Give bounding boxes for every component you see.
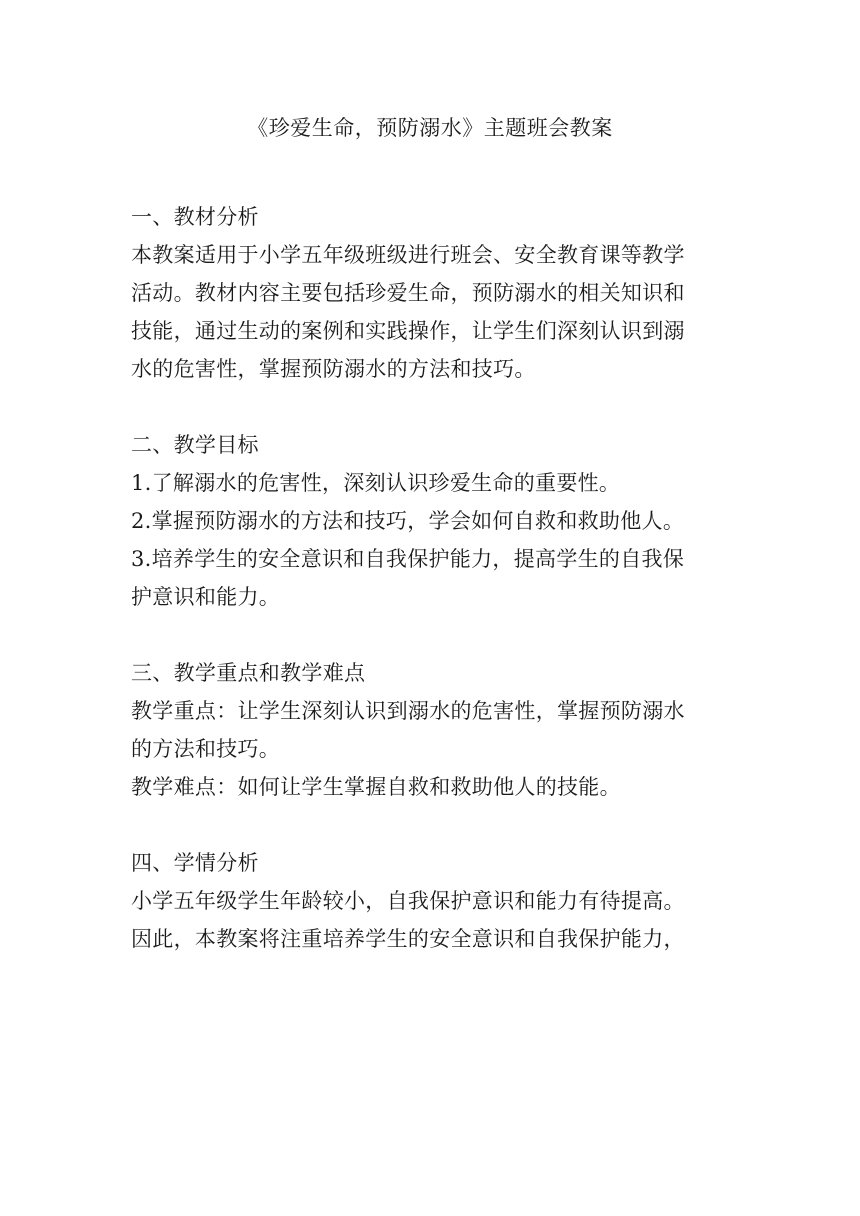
section-heading: 四、学情分析 bbox=[131, 851, 259, 875]
paragraph-line: 本教案适用于小学五年级班级进行班会、安全教育课等教学 bbox=[131, 243, 685, 267]
section-spacer bbox=[131, 388, 733, 426]
section-spacer bbox=[131, 806, 733, 844]
paragraph-line: 小学五年级学生年龄较小，自我保护意识和能力有待提高。 bbox=[131, 889, 685, 913]
list-item: 3.培养学生的安全意识和自我保护能力，提高学生的自我保 bbox=[131, 547, 685, 571]
paragraph-line: 教学难点：如何让学生掌握自救和救助他人的技能。 bbox=[131, 775, 621, 799]
document-body bbox=[131, 198, 733, 958]
paragraph-line: 教学重点：让学生深刻认识到溺水的危害性，掌握预防溺水 bbox=[131, 699, 685, 723]
list-item-continuation: 护意识和能力。 bbox=[131, 585, 281, 609]
paragraph-line: 因此，本教案将注重培养学生的安全意识和自我保护能力， bbox=[131, 927, 685, 951]
paragraph-line: 活动。教材内容主要包括珍爱生命，预防溺水的相关知识和 bbox=[131, 281, 685, 305]
section-spacer bbox=[131, 616, 733, 654]
paragraph-line: 的方法和技巧。 bbox=[131, 737, 281, 761]
section-heading: 二、教学目标 bbox=[131, 433, 259, 457]
paragraph-line: 水的危害性，掌握预防溺水的方法和技巧。 bbox=[131, 357, 536, 381]
section-heading: 三、教学重点和教学难点 bbox=[131, 661, 366, 685]
section-heading: 一、教材分析 bbox=[131, 205, 259, 229]
list-item: 2.掌握预防溺水的方法和技巧，学会如何自救和救助他人。 bbox=[131, 509, 685, 533]
document-title: 《珍爱生命，预防溺水》主题班会教案 bbox=[247, 116, 613, 140]
paragraph-line: 技能，通过生动的案例和实践操作，让学生们深刻认识到溺 bbox=[131, 319, 685, 343]
list-item: 1.了解溺水的危害性，深刻认识珍爱生命的重要性。 bbox=[131, 471, 621, 495]
